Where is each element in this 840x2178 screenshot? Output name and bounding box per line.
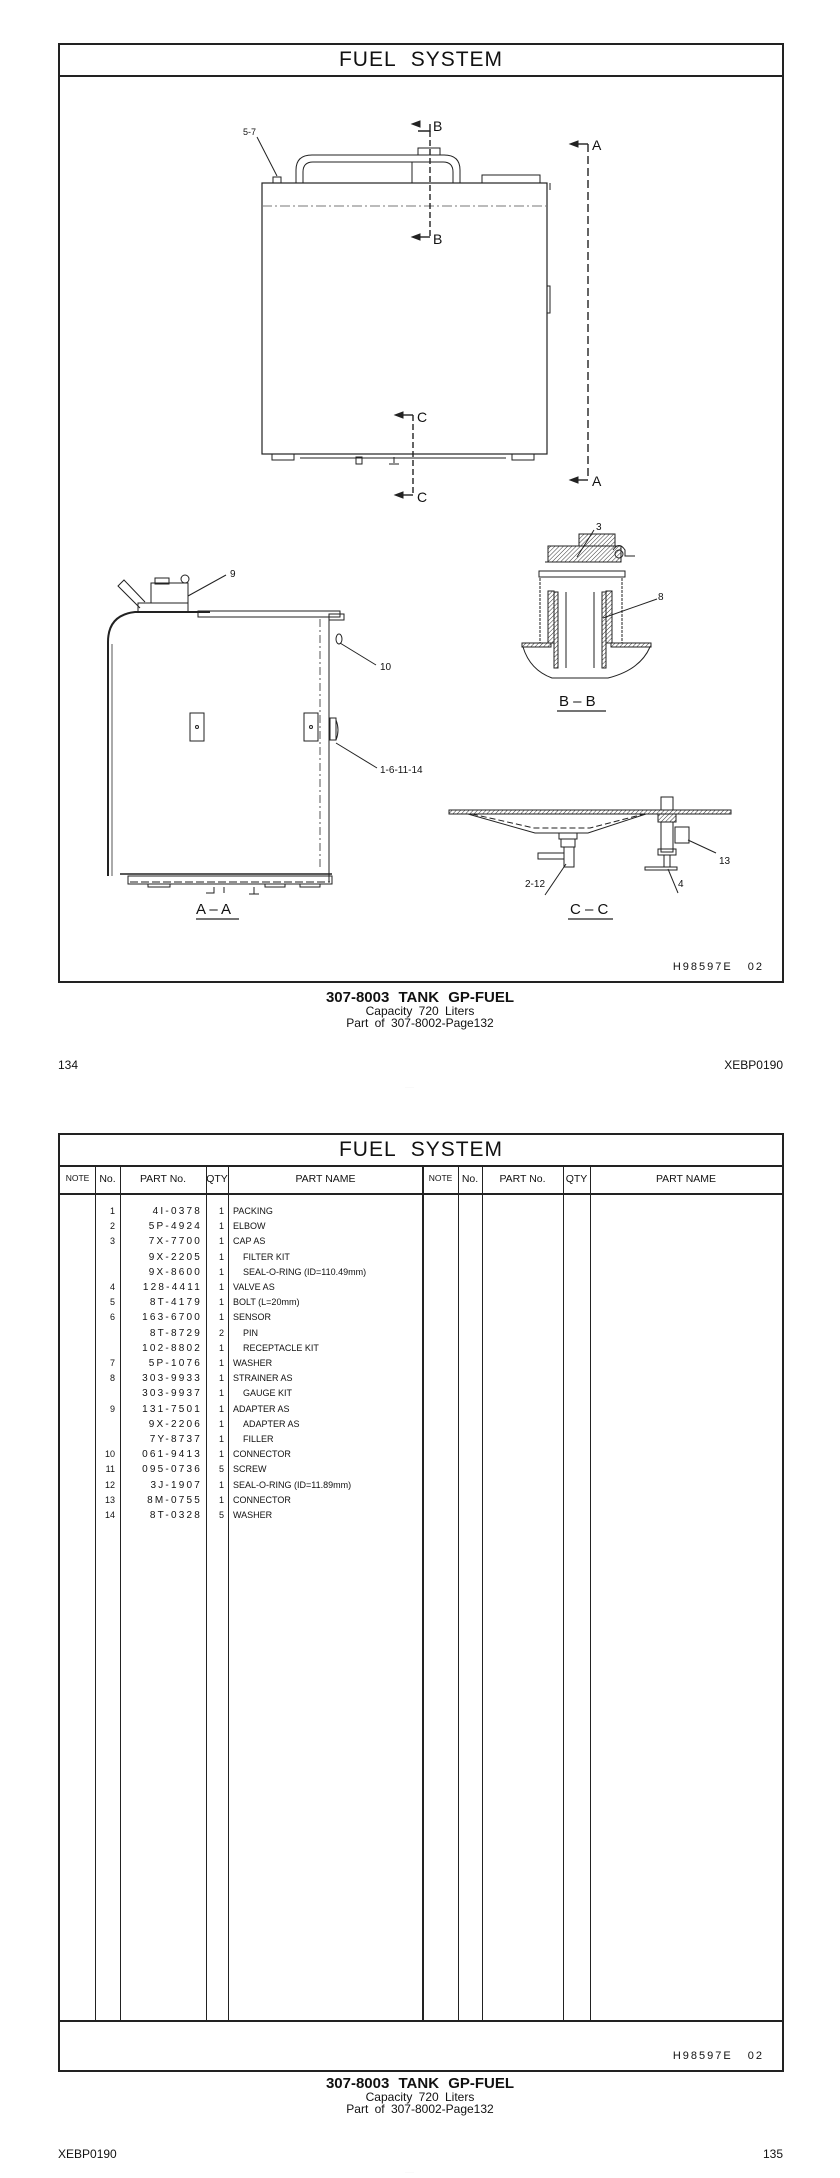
- row-part-number: 9X-2205: [148, 1251, 202, 1263]
- row-part-name: SENSOR: [233, 1312, 272, 1323]
- header-part-no-right: PART No.: [499, 1173, 546, 1185]
- parts-doc-code: XEBP0190: [58, 2147, 117, 2161]
- row-quantity: 1: [218, 1251, 224, 1262]
- row-item-number: 1: [109, 1206, 115, 1216]
- parts-capacity-caption: Capacity 720 Liters: [365, 2090, 475, 2104]
- drawing-id: H98597E 02: [672, 961, 764, 973]
- parts-page-number: 135: [762, 2147, 783, 2161]
- section-title-b-b: B – B: [559, 693, 596, 710]
- row-part-name: ADAPTER AS: [233, 1403, 290, 1414]
- row-quantity: 1: [218, 1418, 224, 1429]
- row-part-number: 5P-4924: [148, 1221, 202, 1233]
- row-item-number: 2: [109, 1221, 115, 1232]
- header-no-right: No.: [461, 1173, 479, 1185]
- row-part-number: 9X-2206: [148, 1418, 202, 1430]
- row-part-number: 8T-4179: [149, 1297, 202, 1309]
- row-part-name: ELBOW: [233, 1221, 266, 1232]
- row-quantity: 1: [218, 1266, 224, 1277]
- row-quantity: 5: [218, 1464, 224, 1475]
- row-item-number: 14: [104, 1510, 115, 1520]
- callout-3: 3: [596, 522, 602, 533]
- row-part-name: SEAL-O-RING (ID=110.49mm): [243, 1266, 367, 1277]
- row-part-number: 7Y-8737: [149, 1434, 202, 1445]
- row-part-number: 163-6700: [142, 1312, 202, 1324]
- row-item-number: [95, 1433, 115, 1446]
- tank-front-view: [257, 121, 588, 498]
- row-quantity: 1: [218, 1282, 224, 1292]
- row-part-number: 095-0736: [142, 1464, 202, 1476]
- tank-section-a-a: [108, 575, 377, 919]
- callout-5-7: 5-7: [243, 127, 257, 137]
- section-title-a-a: A – A: [196, 901, 232, 918]
- row-item-number: 5: [109, 1297, 115, 1308]
- row-part-name: PACKING: [233, 1206, 273, 1216]
- parts-drawing-id: H98597E 02: [672, 2050, 764, 2062]
- row-part-name: CONNECTOR: [233, 1494, 291, 1505]
- section-marker-b-top: B: [433, 118, 443, 134]
- header-qty-right: QTY: [565, 1173, 588, 1185]
- row-part-name: FILTER KIT: [243, 1251, 290, 1262]
- page-title: FUEL SYSTEM: [60, 45, 782, 77]
- row-part-number: 128-4411: [142, 1282, 202, 1293]
- parts-microprint-mark: ·········: [405, 2170, 414, 2174]
- microprint-mark: ·········: [405, 1085, 414, 1089]
- row-quantity: 1: [218, 1494, 224, 1505]
- row-quantity: 1: [218, 1403, 224, 1414]
- row-part-name: BOLT (L=20mm): [233, 1297, 300, 1308]
- row-part-number: 131-7501: [142, 1403, 202, 1415]
- row-part-name: WASHER: [233, 1358, 273, 1368]
- doc-code: XEBP0190: [724, 1058, 783, 1072]
- assembly-caption: 307-8003 TANK GP-FUEL: [325, 989, 515, 1006]
- row-item-number: [95, 1266, 115, 1279]
- row-quantity: 1: [218, 1297, 224, 1308]
- row-part-name: SCREW: [233, 1464, 267, 1475]
- part-of-caption: Part of 307-8002-Page132: [346, 1016, 494, 1030]
- row-part-number: 061-9413: [142, 1449, 202, 1461]
- row-item-number: [95, 1251, 115, 1264]
- row-quantity: 1: [218, 1342, 224, 1353]
- section-marker-b-bottom: B: [433, 231, 443, 247]
- callout-8: 8: [658, 592, 664, 603]
- section-marker-c-bottom: C: [417, 489, 428, 505]
- row-quantity: 1: [218, 1449, 224, 1460]
- row-item-number: 10: [104, 1449, 115, 1460]
- row-quantity: 1: [218, 1236, 224, 1247]
- row-quantity: 1: [218, 1221, 224, 1232]
- row-part-name: SEAL-O-RING (ID=11.89mm): [233, 1479, 352, 1490]
- row-item-number: 13: [104, 1494, 115, 1505]
- row-part-name: CAP AS: [233, 1236, 266, 1247]
- section-marker-c-top: C: [417, 409, 428, 425]
- row-part-name: WASHER: [233, 1510, 273, 1520]
- row-part-name: PIN: [243, 1327, 259, 1338]
- row-item-number: 7: [109, 1358, 115, 1368]
- row-part-number: 8M-0755: [147, 1494, 202, 1506]
- parts-list-frame: [58, 1133, 784, 2072]
- row-quantity: 1: [218, 1388, 224, 1399]
- callout-10: 10: [380, 662, 392, 673]
- row-part-number: 7X-7700: [148, 1236, 202, 1248]
- row-part-name: CONNECTOR: [233, 1449, 291, 1460]
- row-part-number: 8T-8729: [149, 1327, 202, 1339]
- row-item-number: 11: [105, 1464, 115, 1475]
- parts-part-of-caption: Part of 307-8002-Page132: [346, 2102, 494, 2116]
- row-part-number: 9X-8600: [148, 1266, 202, 1278]
- row-quantity: 1: [218, 1206, 224, 1216]
- row-quantity: 5: [218, 1510, 224, 1520]
- row-item-number: [95, 1327, 115, 1340]
- row-quantity: 1: [218, 1312, 224, 1323]
- capacity-caption: Capacity 720 Liters: [365, 1004, 475, 1018]
- row-quantity: 1: [218, 1479, 224, 1490]
- section-marker-a-bottom: A: [592, 473, 602, 489]
- header-qty-left: QTY: [206, 1173, 228, 1185]
- row-item-number: [95, 1387, 115, 1400]
- header-note-right: NOTE: [428, 1173, 453, 1183]
- row-item-number: [95, 1418, 115, 1431]
- section-title-c-c: C – C: [570, 901, 609, 918]
- row-part-number: 303-9937: [142, 1388, 202, 1400]
- callout-1-6-11-14: 1-6-11-14: [380, 765, 423, 776]
- row-part-number: 3J-1907: [150, 1479, 202, 1491]
- parts-page-title: FUEL SYSTEM: [60, 1135, 782, 1167]
- fuel-tank-diagram: [60, 77, 782, 983]
- row-item-number: 12: [104, 1479, 115, 1490]
- row-quantity: 1: [218, 1434, 224, 1444]
- row-item-number: 6: [109, 1312, 115, 1323]
- row-part-name: ADAPTER AS: [243, 1418, 300, 1429]
- parts-assembly-caption: 307-8003 TANK GP-FUEL: [325, 2075, 515, 2092]
- row-item-number: [95, 1342, 115, 1355]
- row-part-name: RECEPTACLE KIT: [243, 1342, 319, 1353]
- cap-section-b-b: [522, 530, 657, 711]
- header-part-name-left: PART NAME: [295, 1173, 356, 1185]
- row-part-number: 4I-0378: [152, 1206, 202, 1217]
- callout-9: 9: [230, 569, 236, 580]
- row-part-name: GAUGE KIT: [243, 1388, 293, 1399]
- callout-4: 4: [678, 879, 684, 890]
- callout-13: 13: [719, 856, 731, 867]
- row-part-number: 8T-0328: [149, 1510, 202, 1521]
- row-item-number: 3: [109, 1236, 115, 1247]
- row-item-number: 4: [109, 1282, 115, 1292]
- illustration-frame: [58, 43, 784, 983]
- section-marker-a-top: A: [592, 137, 602, 153]
- header-part-no-left: PART No.: [139, 1173, 187, 1185]
- header-part-name-right: PART NAME: [655, 1173, 717, 1185]
- row-part-number: 102-8802: [142, 1342, 202, 1354]
- row-part-name: VALVE AS: [233, 1282, 275, 1292]
- row-quantity: 2: [218, 1327, 224, 1338]
- header-note-left: NOTE: [65, 1173, 90, 1183]
- row-item-number: 9: [109, 1403, 115, 1414]
- row-item-number: 8: [109, 1373, 115, 1384]
- row-part-number: 303-9933: [142, 1373, 202, 1385]
- row-quantity: 1: [218, 1373, 224, 1384]
- row-part-name: STRAINER AS: [233, 1373, 293, 1384]
- row-part-number: 5P-1076: [148, 1358, 202, 1369]
- row-part-name: FILLER: [243, 1434, 274, 1444]
- callout-2-12: 2-12: [525, 879, 546, 890]
- header-no-left: No.: [99, 1173, 116, 1185]
- page-number: 134: [58, 1058, 79, 1072]
- row-quantity: 1: [218, 1358, 224, 1368]
